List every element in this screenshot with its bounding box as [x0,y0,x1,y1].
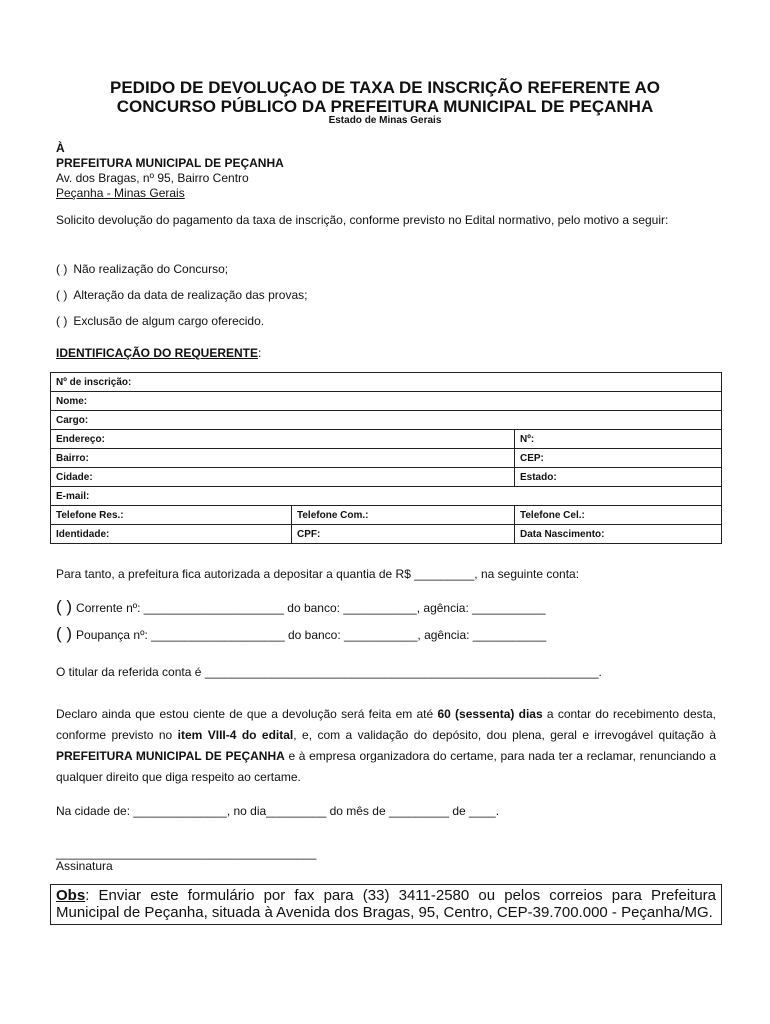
field-identidade[interactable]: Identidade: [51,525,292,544]
address-org: PREFEITURA MUNICIPAL DE PEÇANHA [56,156,284,170]
field-tel-cel[interactable]: Telefone Cel.: [515,506,722,525]
reason-option[interactable] [56,288,307,302]
identification-heading: IDENTIFICAÇÃO DO REQUERENTE: [56,346,262,360]
recipient-address [56,141,284,201]
field-cidade[interactable]: Cidade: [51,468,515,487]
checkbox-paren[interactable]: ( ) [56,597,73,616]
field-bairro[interactable]: Bairro: [51,449,515,468]
table-row [51,468,722,487]
obs-text: Enviar este formulário por fax para (33) 3411-2580 ou pelos correios para Prefeitura Municipal de Peçanha, situada à Avenida dos Bragas, 95, Centro, CEP-39.700.000 - Peçanha/MG. [56,887,716,921]
address-city: Peçanha - Minas Gerais [56,186,185,200]
table-row [51,373,722,392]
account-corrente-label: Corrente nº: _____________________ do banco: ___________, agência: ___________ [76,601,546,615]
table-row [51,411,722,430]
field-cargo[interactable]: Cargo: [51,411,722,430]
field-endereco[interactable]: Endereço: [51,430,515,449]
table-row [51,392,722,411]
address-to: À [56,141,65,155]
field-nome[interactable]: Nome: [51,392,722,411]
declaration-paragraph: Declaro ainda que estou ciente de que a devolução será feita em até 60 (sessenta) dias a contar do recebimento desta, conforme previsto no item VIII-4 do edital, e, com a validação do depósito, dou plena, geral e irrevogável quitação à PREFEITURA MUNICIPAL DE PEÇANHA e à empresa organizadora do certame, para nada ter a reclamar, renunciando a qualquer direito que diga respeito ao certame. [56,707,717,784]
deposit-text: Para tanto, a prefeitura fica autorizada a depositar a quantia de R$ _________, na seguinte conta: [56,567,580,581]
table-row [51,430,722,449]
signature-label: Assinatura [56,859,113,873]
request-intro: Solicito devolução do pagamento da taxa de inscrição, conforme previsto no Edital normativo, pelo motivo a seguir: [56,213,669,227]
field-tel-res[interactable]: Telefone Res.: [51,506,292,525]
holder-text: O titular da referida conta é ___________________________________________________________. [56,665,602,679]
reason-label: Alteração da data de realização das provas; [73,288,308,302]
reason-label: Não realização do Concurso; [73,262,229,276]
address-street: Av. dos Bragas, nº 95, Bairro Centro [56,171,249,185]
reason-option[interactable] [56,262,228,276]
field-numero[interactable]: Nº: [515,430,722,449]
form-subtitle: Estado de Minas Gerais [328,115,442,126]
checkbox-paren[interactable]: ( ) [56,624,73,643]
field-cep[interactable]: CEP: [515,449,722,468]
table-row [51,525,722,544]
field-tel-com[interactable]: Telefone Com.: [292,506,515,525]
checkbox-paren[interactable]: ( ) [56,262,68,276]
form-title [40,78,730,116]
field-email[interactable]: E-mail: [51,487,722,506]
account-poupanca[interactable] [56,624,546,644]
signature-line[interactable]: _______________________________________ [56,846,317,860]
obs-label: Obs [56,887,86,904]
field-estado[interactable]: Estado: [515,468,722,487]
reason-label: Exclusão de algum cargo oferecido. [73,314,265,328]
checkbox-paren[interactable]: ( ) [56,288,68,302]
table-row [51,449,722,468]
field-cpf[interactable]: CPF: [292,525,515,544]
table-row [51,506,722,525]
obs-box: Obs: Enviar este formulário por fax para (33) 3411-2580 ou pelos correios para Prefeitura Municipal de Peçanha, situada à Avenida dos Bragas, 95, Centro, CEP-39.700.000 - Peçanha/MG. [50,884,722,925]
account-corrente[interactable] [56,597,546,617]
field-inscricao[interactable]: Nº de inscrição: [51,373,722,392]
title-line-2: CONCURSO PÚBLICO DA PREFEITURA MUNICIPAL DE PEÇANHA [116,97,654,116]
table-row [51,487,722,506]
reason-option[interactable] [56,314,264,328]
checkbox-paren[interactable]: ( ) [56,314,68,328]
identification-table [50,372,722,544]
city-date-line: Na cidade de: ______________, no dia_________ do mês de _________ de ____. [56,804,500,818]
account-poupanca-label: Poupança nº: ____________________ do banco: ___________, agência: ___________ [76,628,547,642]
title-line-1: PEDIDO DE DEVOLUÇAO DE TAXA DE INSCRIÇÃO REFERENTE AO [109,78,661,97]
field-nascimento[interactable]: Data Nascimento: [515,525,722,544]
